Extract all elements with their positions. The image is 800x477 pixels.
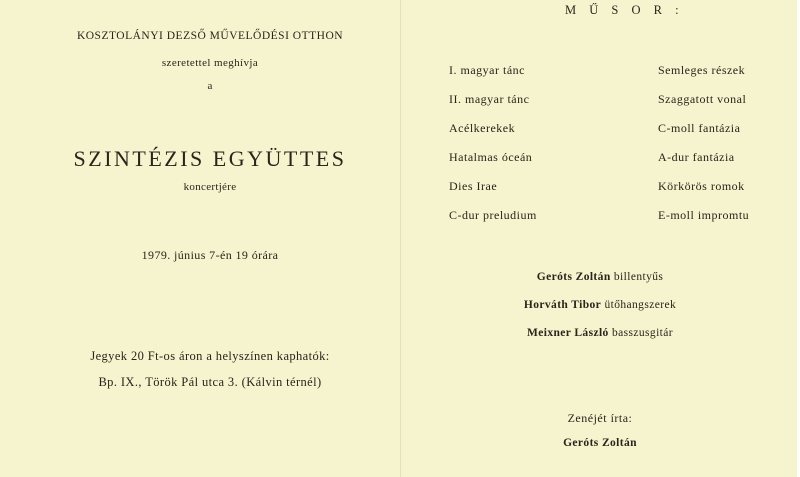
performer-role: basszusgitár [612,327,674,339]
program-item-left: II. magyar tánc [449,92,530,106]
invite-line: szeretettel meghívja [161,57,259,69]
performer-name: Geróts Zoltán [536,271,611,283]
program-item-right: E-moll impromtu [658,208,750,222]
performer-line [400,271,800,283]
composer-name: Geróts Zoltán [563,437,637,449]
program-item-left: Hatalmas óceán [449,150,533,164]
program-item-left: Acélkerekek [449,121,516,135]
institution-name: KOSZTOLÁNYI DEZSŐ MŰVELŐDÉSI OTTHON [76,30,344,42]
ensemble-title: SZINTÉZIS EGYÜTTES [73,146,347,171]
program-item-right: C-moll fantázia [658,121,741,135]
composer-label: Zenéjét írta: [567,411,633,425]
venue-address: Bp. IX., Török Pál utca 3. (Kálvin térnél) [98,375,322,389]
program-item-right: Szaggatott vonal [658,92,747,106]
program-item-left: Dies Irae [449,179,498,193]
performer-line [400,327,800,339]
performer-role: billentyűs [613,271,664,283]
ticket-info: Jegyek 20 Ft-os áron a helyszínen kaphatók: [90,349,330,363]
fold-line [400,0,401,477]
program-heading: M Ű S O R : [565,3,684,17]
concert-line: koncertjére [183,181,237,193]
event-date: 1979. június 7-én 19 órára [141,248,279,262]
program-item-right: A-dur fantázia [658,150,735,164]
performer-name: Horváth Tibor [523,299,602,311]
performer-line [400,299,800,311]
article-word: a [207,80,213,92]
performer-role: ütőhangszerek [604,299,677,311]
program-item-right: Körkörös romok [658,179,745,193]
program-item-right: Semleges részek [658,63,746,77]
performer-name: Meixner László [526,327,609,339]
program-item-left: C-dur preludium [449,208,537,222]
program-item-left: I. magyar tánc [449,63,525,77]
